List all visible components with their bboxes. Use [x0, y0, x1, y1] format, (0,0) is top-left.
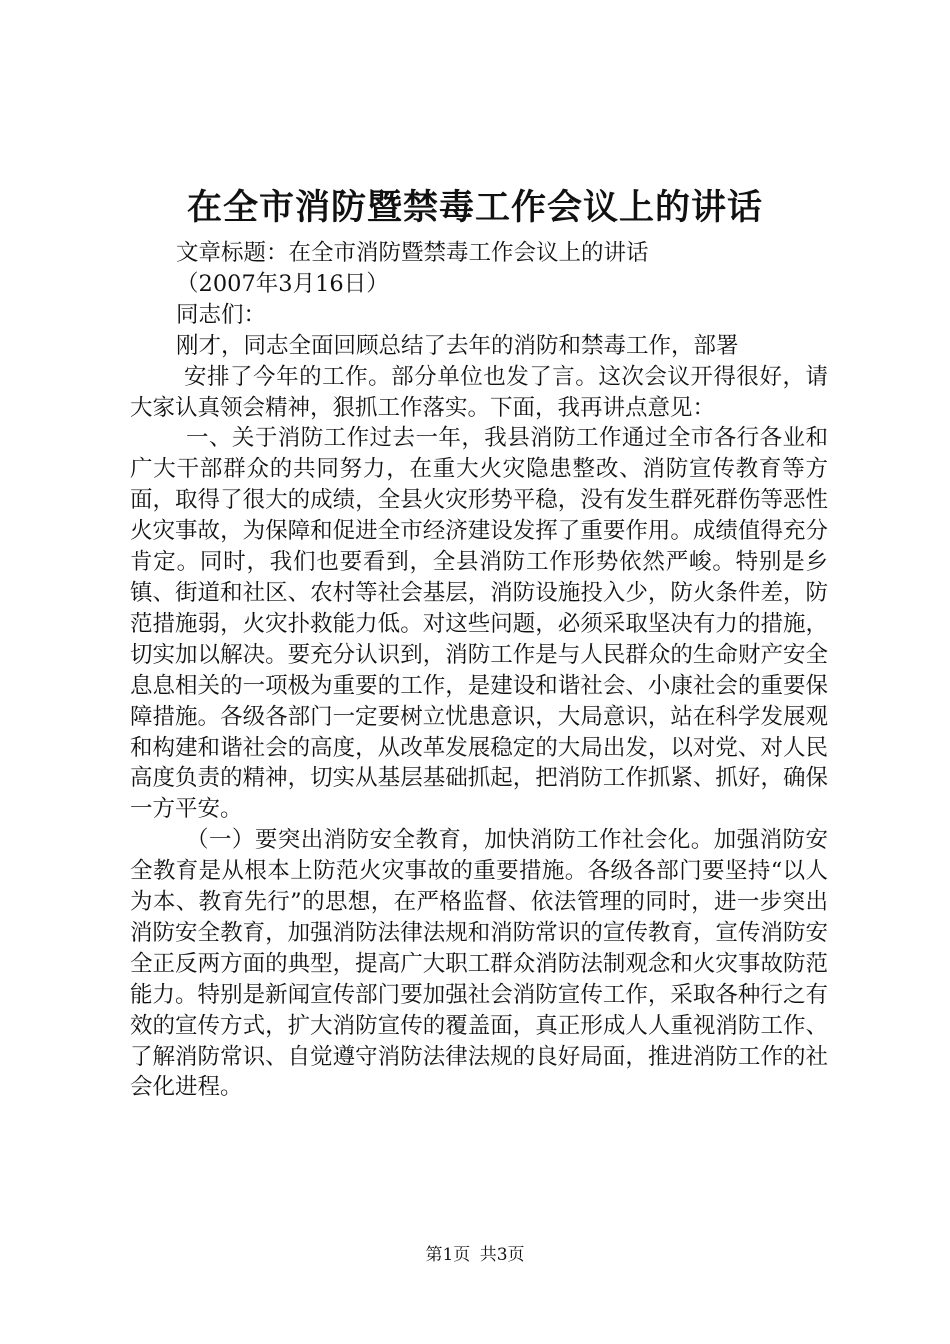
intro-first-line: 刚才，同志全面回顾总结了去年的消防和禁毒工作，部署	[176, 332, 739, 359]
subsection-one-paragraph: （一）要突出消防安全教育，加快消防工作社会化。加强消防安全教育是从根本上防范火灾事故的重要措施。各级各部门要坚持“以人为本、教育先行”的思想，在严格监督、依法管理的同时，进一步突出消防安全教育，加强消防法律法规和消防常识的宣传教育，宣传消防安全正反两方面的典型，提高广大职工群众消防法制观念和火灾事故防范能力。特别是新闻宣传部门要加强社会消防宣传工作，采取各种行之有效的宣传方式，扩大消防宣传的覆盖面，真正形成人人重视消防工作、了解消防常识、自觉遵守消防法律法规的良好局面，推进消防工作的社会化进程。	[130, 827, 828, 1101]
section-one-paragraph: 一、关于消防工作过去一年，我县消防工作通过全市各行各业和广大干部群众的共同努力，在重大火灾隐患整改、消防宣传教育等方面，取得了很大的成绩，全县火灾形势平稳，没有发生群死群伤等恶性火灾事故，为保障和促进全市经济建设发挥了重要作用。成绩值得充分肯定。同时，我们也要看到，全县消防工作形势依然严峻。特别是乡镇、街道和社区、农村等社会基层，消防设施投入少，防火条件差，防范措施弱，火灾扑救能力低。对这些问题，必须采取坚决有力的措施，切实加以解决。要充分认识到，消防工作是与人民群众的生命财产安全息息相关的一项极为重要的工作，是建设和谐社会、小康社会的重要保障措施。各级各部门一定要树立忧患意识，大局意识，站在科学发展观和构建和谐社会的高度，从改革发展稳定的大局出发，以对党、对人民高度负责的精神，切实从基层基础抓起，把消防工作抓紧、抓好，确保一方平安。	[130, 425, 828, 823]
speech-date: （2007年3月16日）	[176, 270, 389, 297]
page-number: 第1页	[425, 1245, 471, 1265]
document-body	[130, 238, 828, 1103]
salutation: 同志们：	[176, 301, 267, 328]
page-footer	[0, 1244, 950, 1266]
article-title-line: 文章标题：在全市消防暨禁毒工作会议上的讲话	[176, 240, 649, 266]
page-total: 共3页	[479, 1245, 525, 1265]
document-title: 在全市消防暨禁毒工作会议上的讲话	[186, 187, 763, 228]
intro-paragraph: 安排了今年的工作。部分单位也发了言。这次会议开得很好，请大家认真领会精神，狠抓工作落实。下面，我再讲点意见：	[130, 363, 828, 421]
